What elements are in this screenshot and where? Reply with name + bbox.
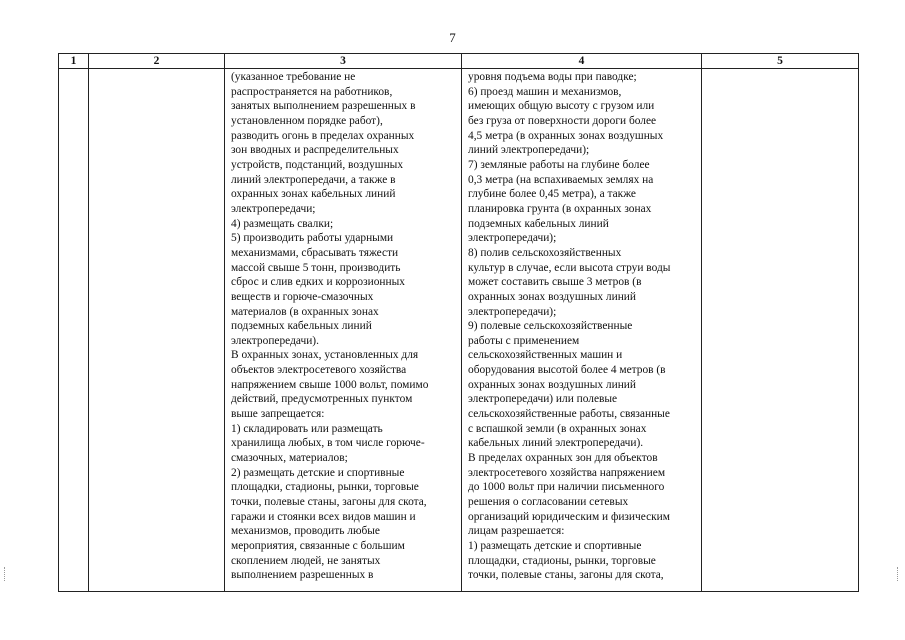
text-line: распространяется на работников, [231, 85, 393, 98]
text-line: 6) проезд машин и механизмов, [468, 85, 622, 98]
scan-edge-mark-left [4, 567, 7, 581]
text-line: сельскохозяйственные работы, связанные [468, 408, 670, 421]
text-line: охранных зонах воздушных линий [468, 378, 636, 391]
text-line: механизмами, сбрасывать тяжести [231, 246, 399, 259]
page-number: 7 [449, 30, 456, 45]
text-line: 0,3 метра (на вспахиваемых землях на [468, 173, 654, 186]
text-line: 5) производить работы ударными [231, 232, 394, 245]
cell-col1 [59, 69, 89, 592]
text-line: 2) размещать детские и спортивные [231, 466, 405, 479]
text-line: объектов электросетевого хозяйства [231, 364, 407, 377]
text-line: подземных кабельных линий [468, 217, 609, 230]
text-line: культур в случае, если высота струи воды [468, 261, 671, 274]
column-header-4: 4 [462, 54, 702, 69]
cell-col2 [89, 69, 225, 592]
scan-edge-mark-right [897, 567, 900, 581]
text-line: действий, предусмотренных пунктом [231, 393, 413, 406]
text-line: решения о согласовании сетевых [468, 496, 629, 509]
document-table [58, 53, 859, 592]
text-line: занятых выполнением разрешенных в [231, 100, 416, 113]
text-line: механизмов, проводить любые [231, 525, 380, 538]
text-line: оборудования высотой более 4 метров (в [468, 364, 666, 377]
text-line: В пределах охранных зон для объектов [468, 452, 658, 465]
text-line: сброс и слив едких и коррозионных [231, 276, 405, 289]
text-line: материалов (в охранных зонах [231, 305, 379, 318]
text-line: сельскохозяйственных машин и [468, 349, 623, 362]
text-line: смазочных, материалов; [231, 452, 348, 465]
column-header-2: 2 [89, 54, 225, 69]
cell-col4 [462, 69, 702, 592]
text-line: организаций юридическим и физическим [468, 510, 670, 523]
text-line: 1) складировать или размещать [231, 422, 383, 435]
text-line: гаражи и стоянки всех видов машин и [231, 510, 416, 523]
text-line: точки, полевые станы, загоны для скота, [231, 496, 427, 509]
text-line: 4) размещать свалки; [231, 217, 334, 230]
text-line: охранных зонах кабельных линий [231, 188, 396, 201]
column-header-1: 1 [59, 54, 89, 69]
text-line: установленном порядке работ), [231, 114, 383, 127]
text-line: лицам разрешается: [468, 525, 565, 538]
cell-col3 [225, 69, 462, 592]
text-line: мероприятия, связанные с большим [231, 540, 405, 552]
column-header-5: 5 [702, 54, 859, 69]
text-line: с вспашкой земли (в охранных зонах [468, 422, 647, 435]
text-line: выполнением разрешенных в [231, 569, 374, 582]
text-line: 7) земляные работы на глубине более [468, 158, 650, 171]
text-line: электропередачи) или полевые [468, 393, 618, 406]
text-line: электропередачи); [468, 305, 557, 318]
text-line: веществ и горюче-смазочных [231, 290, 374, 303]
cell-col3-text [225, 69, 461, 583]
text-line: разводить огонь в пределах охранных [231, 129, 415, 142]
text-line: хранилища любых, в том числе горюче- [231, 437, 425, 450]
text-line: площадки, стадионы, рынки, торговые [231, 481, 419, 494]
text-line: устройств, подстанций, воздушных [231, 158, 404, 171]
cell-col2-text [89, 69, 224, 70]
text-line: имеющих общую высоту с грузом или [468, 100, 655, 113]
text-line: электропередачи). [231, 334, 319, 347]
text-line: выше запрещается: [231, 408, 325, 421]
text-line: 1) размещать детские и спортивные [468, 540, 642, 552]
text-line: планировка грунта (в охранных зонах [468, 202, 652, 215]
text-line: массой свыше 5 тонн, производить [231, 261, 401, 274]
text-line: 4,5 метра (в охранных зонах воздушных [468, 129, 664, 142]
text-line: без груза от поверхности дороги более [468, 114, 657, 127]
text-line: электросетевого хозяйства напряжением [468, 466, 666, 479]
text-line: до 1000 вольт при наличии письменного [468, 481, 665, 494]
text-line: зон вводных и распределительных [231, 144, 399, 157]
text-line: 8) полив сельскохозяйственных [468, 246, 622, 259]
text-line: электропередачи); [468, 232, 557, 245]
column-header-3: 3 [225, 54, 462, 69]
text-line: кабельных линий электропередачи). [468, 437, 644, 450]
text-line: В охранных зонах, установленных для [231, 349, 419, 362]
text-line: линий электропередачи); [468, 144, 590, 157]
text-line: 9) полевые сельскохозяйственные [468, 320, 633, 333]
text-line: площадки, стадионы, рынки, торговые [468, 554, 656, 567]
text-line: может составить свыше 3 метров (в [468, 276, 642, 289]
cell-col5-text [702, 69, 858, 70]
text-line: линий электропередачи, а также в [231, 173, 396, 186]
text-line: напряжением свыше 1000 вольт, помимо [231, 378, 429, 391]
table-header-row [59, 54, 859, 69]
cell-col1-text [59, 69, 88, 70]
text-line: точки, полевые станы, загоны для скота, [468, 569, 664, 582]
text-line: (указанное требование не [231, 71, 356, 83]
text-line: охранных зонах воздушных линий [468, 290, 636, 303]
cell-col5 [702, 69, 859, 592]
table-row [59, 69, 859, 592]
text-line: электропередачи; [231, 202, 316, 215]
text-line: глубине более 0,45 метра), а также [468, 188, 636, 201]
text-line: уровня подъема воды при паводке; [468, 71, 637, 83]
text-line: работы с применением [468, 334, 580, 347]
cell-col4-text [462, 69, 701, 583]
text-line: подземных кабельных линий [231, 320, 372, 333]
text-line: скоплением людей, не занятых [231, 554, 381, 567]
